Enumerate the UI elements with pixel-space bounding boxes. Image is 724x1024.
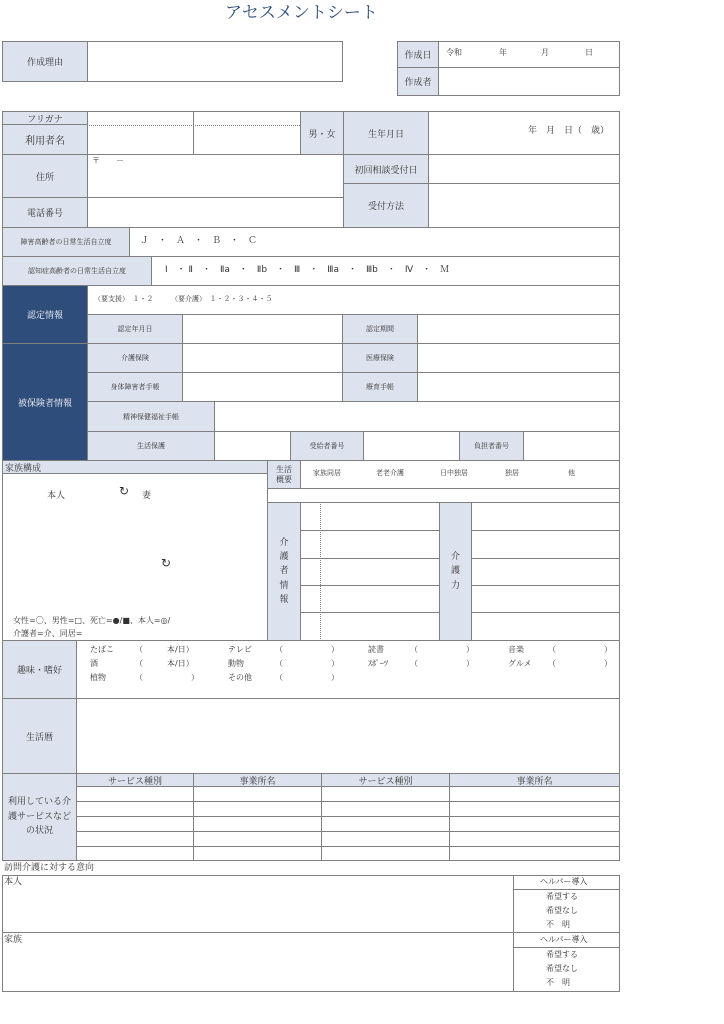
hobby-tv: テレビ: [228, 645, 252, 654]
helper-family-opt-nowant[interactable]: 希望なし: [546, 964, 578, 973]
hobby-animals: 動物: [228, 659, 244, 668]
helper-family-opt-unknown[interactable]: 不 明: [546, 978, 570, 987]
care-insurance-field[interactable]: [182, 343, 343, 373]
author-field[interactable]: [438, 67, 620, 96]
hobby-plants-value: （ ）: [135, 673, 199, 682]
hobby-other: その他: [228, 673, 252, 682]
care-level-values: （要支援） １・２ （要介護） １・２・３・４・５: [94, 295, 273, 303]
rehab-notebook-label: 療育手帳: [342, 372, 418, 402]
hobby-other-value: （ ）: [275, 673, 339, 682]
services-row-line: [76, 816, 620, 817]
hobby-plants: 植物: [90, 673, 106, 682]
hobby-tv-value: （ ）: [275, 645, 339, 654]
reception-method-field[interactable]: [428, 183, 620, 228]
medical-insurance-field[interactable]: [417, 343, 620, 373]
postal-mark: 〒 －: [92, 156, 124, 165]
physical-disability-label: 身体障害者手帳: [87, 372, 183, 402]
service-type-header-1: サービス種別: [76, 773, 194, 787]
certification-period-label: 認定期間: [342, 314, 418, 344]
helper-intro-label-family: ヘルパー導入: [540, 935, 588, 944]
care-power-row-line: [471, 530, 620, 531]
furigana-label: フリガナ: [2, 111, 88, 125]
hobby-sports: ｽﾎﾟｰﾂ: [368, 659, 388, 668]
burden-number-field[interactable]: [523, 431, 620, 461]
recipient-number-label: 受給者番号: [290, 431, 364, 461]
family-legend-1: 女性=〇、男性=□、死亡=●/■、本人=◎/: [13, 616, 171, 625]
circular-arrow-icon-2: ↻: [161, 556, 172, 570]
user-name-field-2[interactable]: [193, 111, 301, 155]
helper-family-opt-want[interactable]: 希望する: [546, 950, 578, 959]
life-history-field[interactable]: [76, 698, 620, 774]
visit-intention-label: 訪問介護に対する意向: [4, 863, 95, 873]
caregiver-row-line: [300, 585, 440, 586]
hobby-alcohol-value: （ 本/日）: [135, 659, 194, 668]
creation-reason-label: 作成理由: [2, 41, 88, 82]
circular-arrow-icon: ↻: [119, 484, 130, 498]
insured-info-label: 被保険者情報: [2, 343, 88, 461]
life-option-cohabit: 家族同居: [313, 469, 341, 477]
life-history-label: 生活暦: [2, 698, 77, 774]
services-col-line: [193, 786, 194, 861]
author-label: 作成者: [397, 67, 439, 96]
visit-self-field[interactable]: [2, 875, 514, 933]
caregiver-info-label: 介 護 者 情 報: [267, 502, 301, 641]
caregiver-dotted-divider: [320, 502, 321, 641]
hobby-gourmet-value: （ ）: [548, 659, 612, 668]
hobby-label: 趣味・嗜好: [2, 640, 77, 699]
visit-family-label: 家族: [4, 935, 23, 945]
creation-reason-field[interactable]: [87, 41, 343, 82]
hobby-animals-value: （ ）: [275, 659, 339, 668]
care-power-row-line: [471, 558, 620, 559]
life-label-2: 概要: [276, 474, 292, 484]
office-name-header-1: 事業所名: [193, 773, 322, 787]
gender-select[interactable]: 男・女: [300, 111, 344, 155]
furigana-divider: [87, 125, 300, 126]
family-legend-2: 介護者=介、同居=: [13, 629, 83, 638]
services-row-line: [76, 846, 620, 847]
services-col-line: [449, 786, 450, 861]
certification-date-label: 認定年月日: [87, 314, 183, 344]
dementia-independence-values: Ⅰ ・ Ⅱ ・ Ⅱa ・ Ⅱb ・ Ⅲ ・ Ⅲa ・ Ⅲb ・ Ⅳ ・ Ｍ: [165, 265, 450, 275]
care-power-row-line: [471, 612, 620, 613]
helper-opt-nowant[interactable]: 希望なし: [546, 906, 578, 915]
date-month: 月: [541, 48, 549, 57]
date-era: 令和: [446, 48, 462, 57]
medical-insurance-label: 医療保険: [342, 343, 418, 373]
life-overview-label: [267, 460, 301, 489]
address-label: 住所: [2, 154, 88, 198]
helper-divider-family: [513, 947, 620, 948]
address-field[interactable]: [87, 154, 344, 198]
dementia-independence-label: 認知症高齢者の日常生活自立度: [2, 256, 152, 286]
self-label: 本人: [47, 491, 66, 501]
office-name-header-2: 事業所名: [449, 773, 620, 787]
visit-self-label: 本人: [4, 877, 23, 887]
helper-opt-want[interactable]: 希望する: [546, 892, 578, 901]
services-col-line: [321, 786, 322, 861]
caregiver-info-table[interactable]: [300, 502, 440, 641]
hobby-music: 音楽: [508, 645, 524, 654]
birth-value: 年 月 日（ 歳）: [528, 126, 610, 136]
caregiver-row-line: [300, 558, 440, 559]
rehab-notebook-field[interactable]: [417, 372, 620, 402]
disabled-independence-values: Ｊ ・ Ａ ・ Ｂ ・ Ｃ: [140, 236, 258, 246]
care-power-row-line: [471, 585, 620, 586]
first-consult-field[interactable]: [428, 154, 620, 184]
page-title: アセスメントシート: [225, 3, 378, 23]
hobby-reading-value: （ ）: [410, 645, 474, 654]
hobby-reading: 読書: [368, 645, 384, 654]
mental-health-label: 精神保健福祉手帳: [87, 401, 215, 432]
helper-divider: [513, 889, 620, 890]
welfare-label: 生活保護: [87, 431, 215, 461]
life-option-alone: 独居: [505, 469, 519, 477]
date-year: 年: [499, 48, 507, 57]
burden-number-label: 負担者番号: [459, 431, 524, 461]
phone-field[interactable]: [87, 197, 344, 228]
mental-health-field[interactable]: [214, 401, 620, 432]
hobby-sports-value: （ ）: [410, 659, 474, 668]
wife-label: 妻: [142, 491, 152, 501]
user-name-field[interactable]: [87, 111, 194, 155]
birth-label: 生年月日: [343, 111, 429, 155]
hobby-gourmet: グルメ: [508, 659, 532, 668]
certification-period-field[interactable]: [417, 314, 620, 344]
services-row-line: [76, 801, 620, 802]
caregiver-row-line: [300, 612, 440, 613]
services-row-line: [76, 831, 620, 832]
disabled-independence-label: 障害高齢者の日常生活自立度: [2, 227, 130, 257]
certification-label: 認定情報: [2, 285, 88, 344]
family-structure-label: 家族構成: [2, 460, 268, 474]
physical-disability-field[interactable]: [182, 372, 343, 402]
first-consult-label: 初回相談受付日: [343, 154, 429, 184]
life-option-other: 他: [568, 469, 575, 477]
life-overview-row[interactable]: [267, 488, 620, 503]
date-day: 日: [585, 48, 593, 57]
helper-intro-label: ヘルパー導入: [540, 877, 588, 886]
phone-label: 電話番号: [2, 197, 88, 228]
creation-date-label: 作成日: [397, 41, 439, 68]
life-option-alone-daytime: 日中独居: [440, 469, 468, 477]
hobby-tobacco: たばこ: [90, 645, 114, 654]
hobby-tobacco-value: （ 本/日）: [135, 645, 194, 654]
care-power-label: 介 護 力: [439, 502, 472, 641]
welfare-field[interactable]: [214, 431, 291, 461]
user-name-label: 利用者名: [2, 124, 88, 155]
certification-date-field[interactable]: [182, 314, 343, 344]
care-insurance-label: 介護保険: [87, 343, 183, 373]
helper-opt-unknown[interactable]: 不 明: [546, 920, 570, 929]
life-option-elderly-care: 老老介護: [376, 469, 404, 477]
hobby-alcohol: 酒: [90, 659, 98, 668]
hobby-music-value: （ ）: [548, 645, 612, 654]
reception-method-label: 受付方法: [343, 183, 429, 228]
services-label: 利用している介護サービスなどの状況: [2, 773, 77, 861]
care-power-table[interactable]: [471, 502, 620, 641]
caregiver-row-line: [300, 530, 440, 531]
service-type-header-2: サービス種別: [321, 773, 450, 787]
visit-family-field[interactable]: [2, 932, 514, 992]
recipient-number-field[interactable]: [363, 431, 460, 461]
life-label-1: 生活: [276, 464, 292, 474]
